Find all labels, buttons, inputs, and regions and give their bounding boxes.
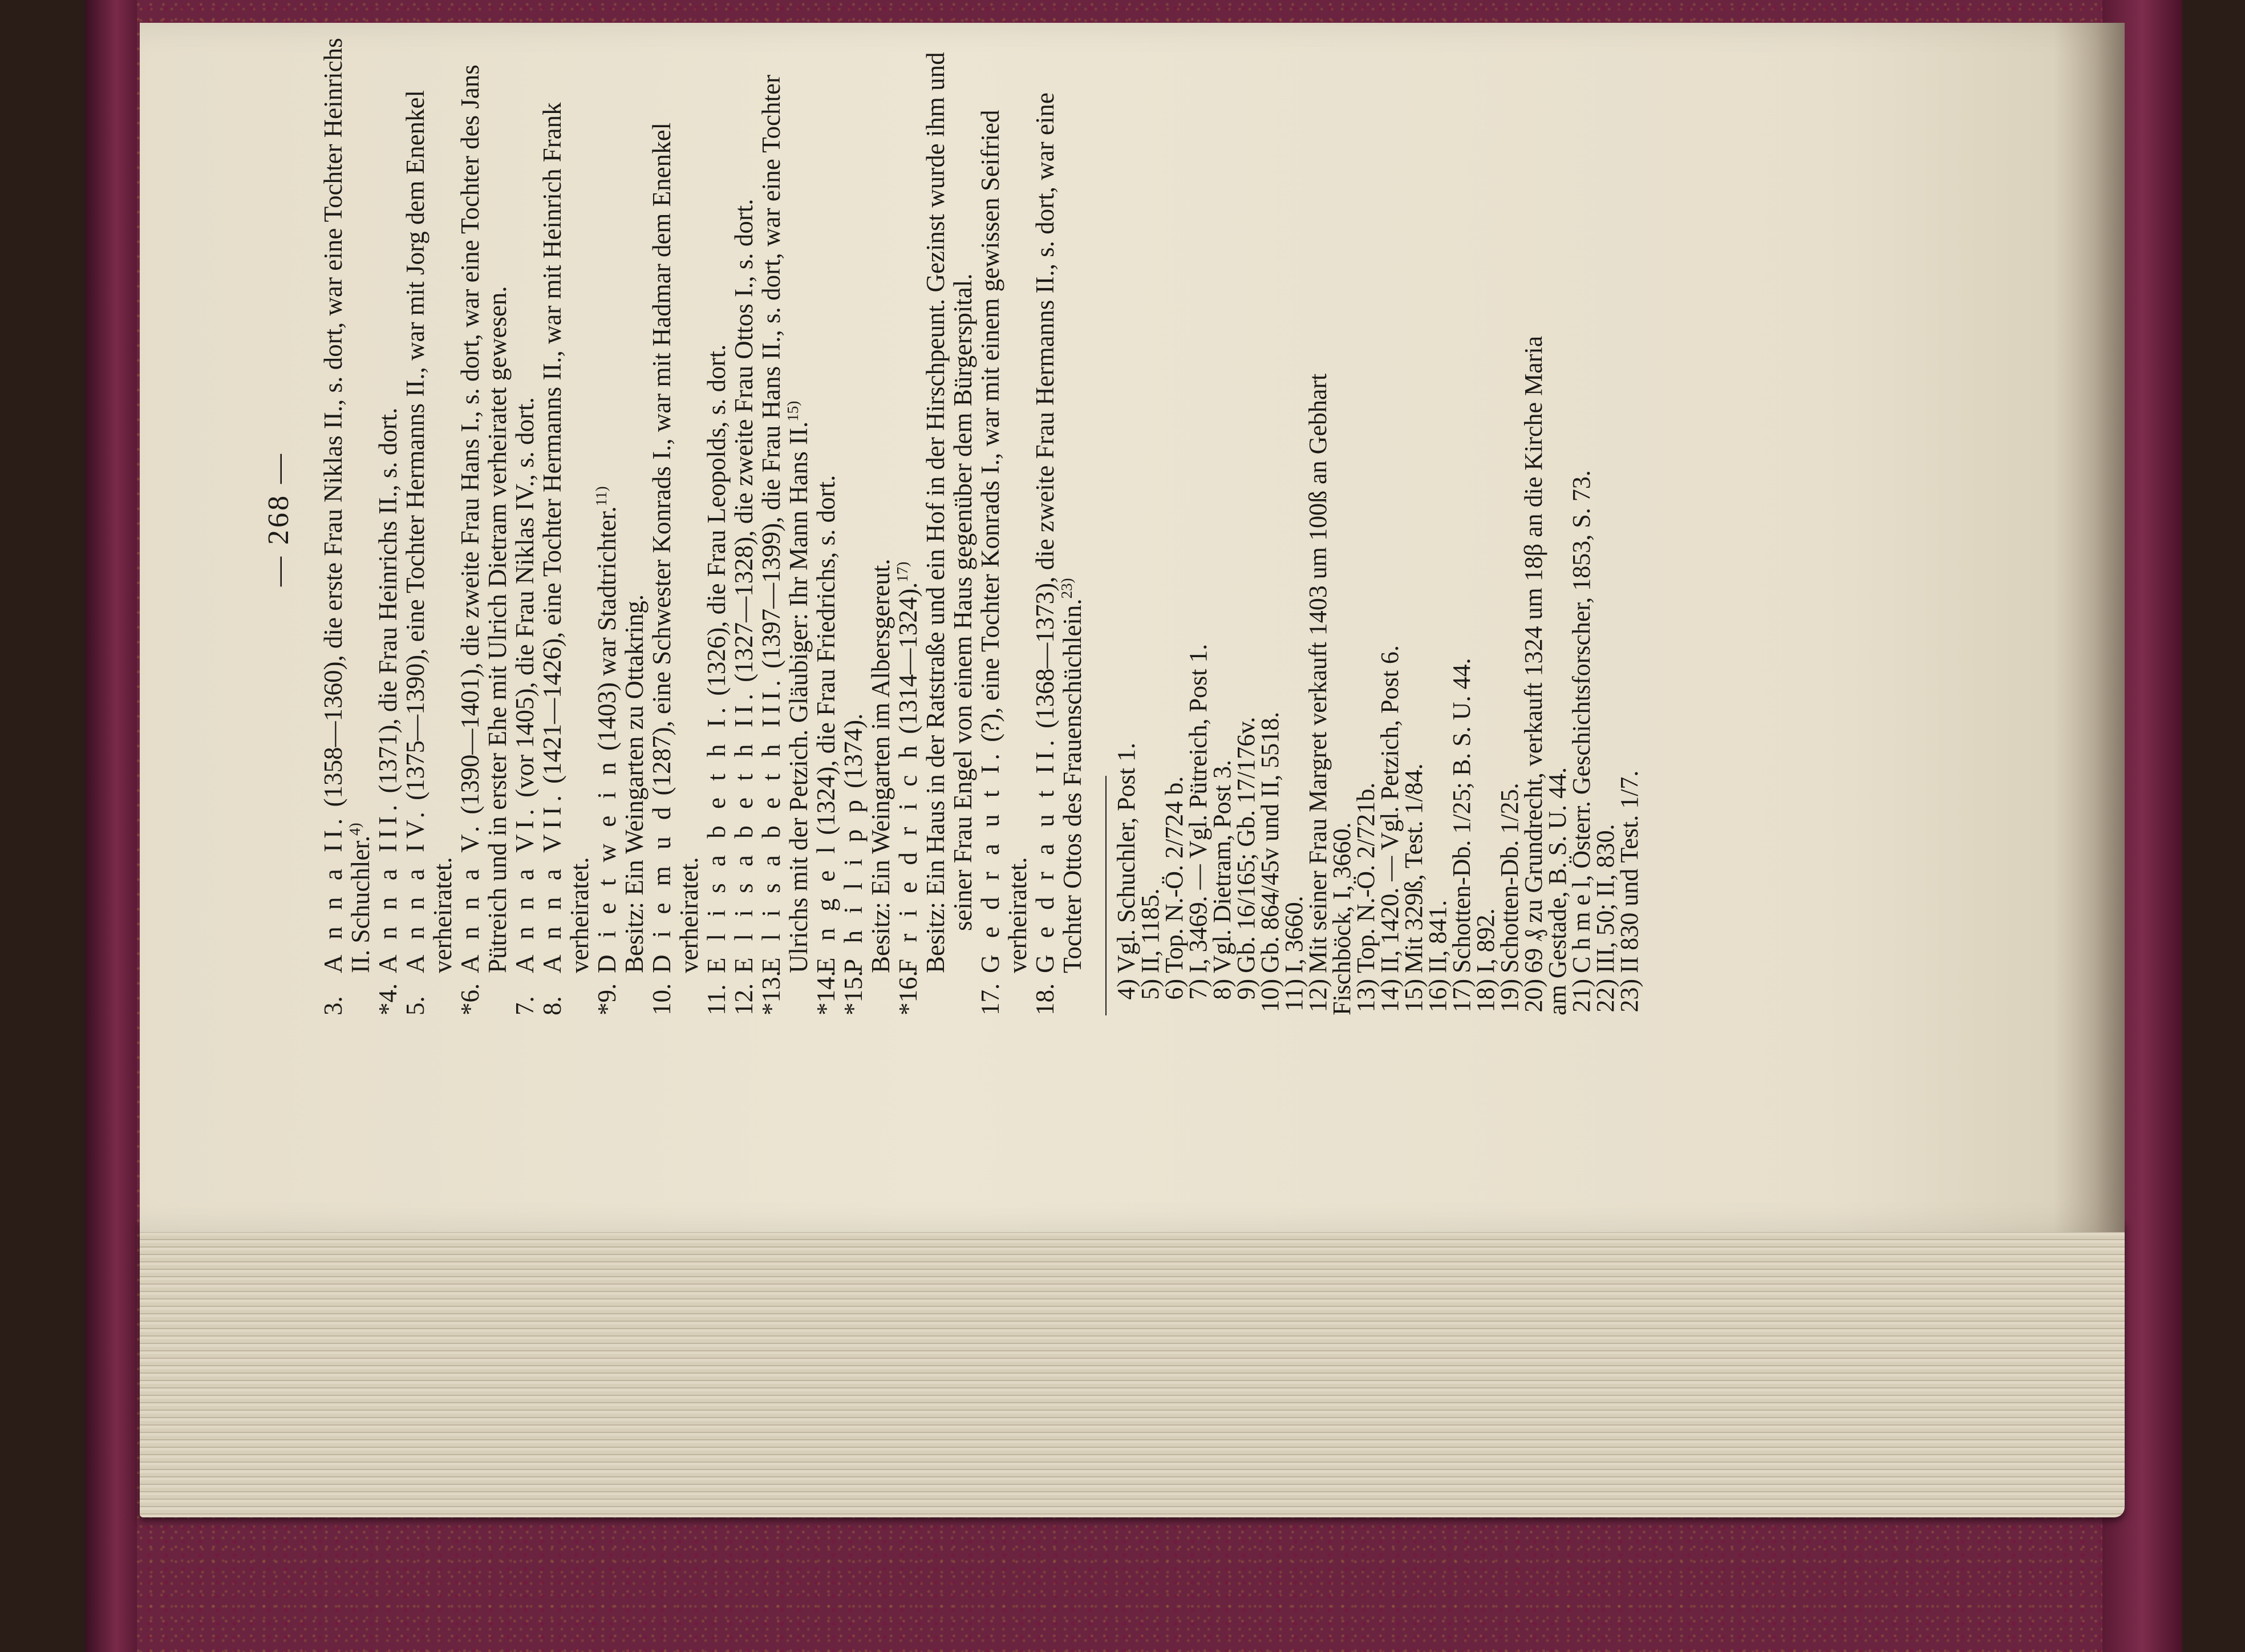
footnotes (1112, 23, 1643, 1015)
entry-14: *14.E n g e l (1324), die Frau Friedrichs, s. dort. (812, 475, 840, 1015)
entry-5: 5.A n n a IV. (1375—1390), eine Tochter Hermanns II., war mit Jorg dem Enenkel verheiratet. (401, 90, 457, 1015)
entry-17: 17.G e d r a u t I. (?), eine Tochter Konrads I., war mit einem gewissen Seifried verheiratet. (976, 110, 1032, 1015)
entry-3: 3.A n n a II. (1358—1360), die erste Frau Niklas II., s. dort, war eine Tochter Heinrichs II. Schuchler.$^{4)}$ (319, 38, 375, 1015)
entry-13: *13.E l i s a b e t h III. (1397—1399), die Frau Hans II., s. dort, war eine Tochter Ulrichs mit der Petzich. Gläubiger: Ihr Mann Hans II.$^{15)}$ (757, 75, 813, 1015)
cover-edge-left (86, 0, 137, 1652)
page-number: — 268 — (262, 452, 295, 586)
footnote: 12)Mit seiner Frau Margret verkauft 1403 um 100ß an Gebhart (1304, 373, 1332, 1013)
footnote: 18)I, 892. (1472, 908, 1500, 1013)
entry-15: *15.P h i l i p p (1374). Besitz: Ein Weingarten im Albersgereut. (839, 558, 895, 1015)
entry-6: *6.A n n a V. (1390—1401), die zweite Frau Hans I., s. dort, war eine Tochter des Jans Pütreich und in erster Ehe mit Ulrich Dietram verheiratet gewesen. (456, 64, 512, 1015)
footnote-continuation: am Gestade, B. S. U. 44. (1543, 767, 1571, 1015)
entries-list (319, 23, 1086, 1015)
footnote: 7)I, 3469. — Vgl. Pütreich, Post 1. (1184, 643, 1212, 1000)
footnote: 9)Gb. 16/165; Gb. 17/176v. (1232, 716, 1260, 1000)
entry-16: *16.F r i e d r i c h (1314—1324).$^{17)}$ Besitz: Ein Haus in der Ratstraße und ein Hof in der Hirschpeunt. Gezinst wurde ihm und seiner Frau Engel von einem Haus gegenüber dem Bürgerspital. (894, 52, 977, 1015)
footnote: 21)C h m e l, Österr. Geschichtsforscher, 1853, S. 73. (1567, 470, 1595, 1013)
entry-18: 18.G e d r a u t II. (1368—1373), die zweite Frau Hermanns II., s. dort, war eine Tochter Ottos des Frauenschüchlein.$^{23)}$ (1031, 92, 1087, 1015)
footnote-rule (1105, 776, 1107, 1015)
entry-7: 7.A n n a VI. (vor 1405), die Frau Niklas IV., s. dort. (510, 397, 539, 1015)
page-text (262, 23, 2110, 1015)
entry-9: *9.D i e t w e i n (1403) war Stadtrichter.$^{11)}$ Besitz: Ein Weingarten zu Ottakring. (593, 486, 649, 1015)
footnote: 17)Schotten-Db. 1/25; B. S. U. 44. (1448, 658, 1476, 1013)
footnote: 23)II 830 und Test. 1/7. (1615, 770, 1643, 1013)
entry-12: 12.E l i s a b e t h II. (1327—1328), die zweite Frau Ottos I., s. dort. (730, 199, 758, 1015)
footnote: 6)Top. N.-Ö. 2/724 b. (1160, 776, 1188, 1000)
footnote: 19)Schotten-Db. 1/25. (1496, 783, 1523, 1013)
footnote: 22)III, 50; II, 830. (1591, 824, 1619, 1013)
entry-8: 8.A n n a VII. (1421—1426), eine Tochter Hermanns II., war mit Heinrich Frank verheiratet. (538, 102, 594, 1015)
footnote: 8)Vgl. Dietram, Post 3. (1208, 760, 1236, 1000)
footnote-continuation: Fischböck, I, 3660. (1328, 822, 1356, 1015)
entry-10: 10.D i e m u d (1287), eine Schwester Konrads I., war mit Hadmar dem Enenkel verheiratet. (647, 122, 703, 1015)
footnote: 10)Gb. 864/45v und II, 5518. (1256, 711, 1284, 1013)
entry-11: 11.E l i s a b e t h I. (1326), die Frau Leopolds, s. dort. (702, 344, 731, 1015)
footnote: 4)Vgl. Schuchler, Post 1. (1112, 743, 1140, 1000)
entry-4: *4.A n n a III. (1371), die Frau Heinrichs II., s. dort. (374, 407, 402, 1015)
footnote: 14)II, 1420. — Vgl. Petzich, Post 6. (1376, 645, 1404, 1013)
footnote: 13)Top. N.-Ö. 2/721b. (1352, 782, 1380, 1013)
footnote: 16)II, 841. (1424, 900, 1452, 1013)
page-edges (140, 1221, 2125, 1517)
footnote: 5)II, 1185. (1136, 888, 1164, 1000)
footnote: 11)I, 3660. (1280, 896, 1308, 1012)
footnote: 15)Mit 329ß, Test. 1/84. (1400, 763, 1428, 1013)
footnote: 20)69 ₰ zu Grundrecht, verkauft 1324 um 18β an die Kirche Maria (1519, 335, 1547, 1013)
